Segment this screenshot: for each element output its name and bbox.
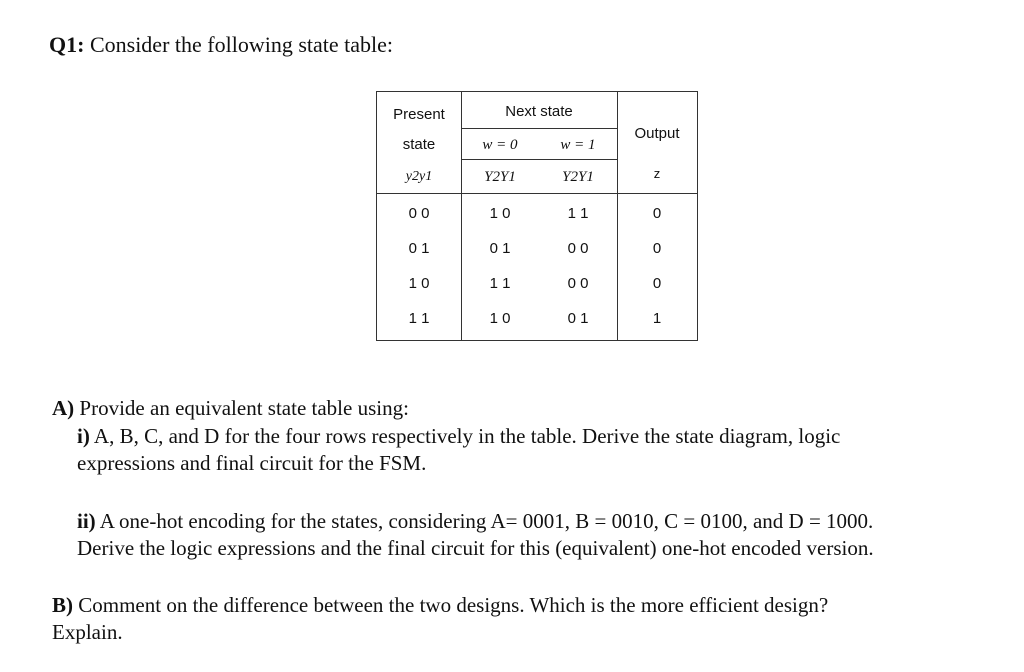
part-a-i-line1 (77, 423, 840, 450)
part-b-line1 (52, 592, 828, 619)
row-next-w0: 1 0 (489, 205, 511, 222)
table-divider-body (377, 193, 697, 194)
row-next-w1: 0 1 (567, 310, 589, 327)
part-a-i-line2: expressions and final circuit for the FSM. (77, 451, 427, 475)
part-a-ii-label: ii) (77, 509, 96, 533)
part-a-label: A) (52, 396, 75, 420)
row-output: 0 (652, 275, 662, 292)
question-title (49, 30, 393, 60)
part-b-line2: Explain. (52, 620, 123, 644)
header-output-var: z (653, 166, 661, 181)
row-present: 0 0 (408, 205, 430, 222)
row-next-w0: 1 0 (489, 310, 511, 327)
part-a-i-label: i) (77, 424, 90, 448)
part-a-ii-line1 (77, 508, 873, 535)
row-present: 0 1 (408, 240, 430, 257)
row-next-w1: 0 0 (567, 275, 589, 292)
part-a-i-text1: A, B, C, and D for the four rows respectively in the table. Derive the state diagram, logic (89, 424, 841, 448)
row-present: 1 1 (408, 310, 430, 327)
part-b-text1: Comment on the difference between the two designs. Which is the more efficient design? (73, 593, 829, 617)
table-divider-next-vars (461, 159, 617, 160)
row-output: 1 (652, 310, 662, 327)
header-present-vars: y2y1 (405, 169, 433, 184)
header-w0: w = 0 (482, 137, 518, 153)
part-b-label: B) (52, 593, 73, 617)
part-a-text: Provide an equivalent state table using: (74, 396, 409, 420)
header-present: Present (393, 106, 445, 123)
row-output: 0 (652, 240, 662, 257)
question-text: Consider the following state table: (84, 32, 394, 57)
row-present: 1 0 (408, 275, 430, 292)
part-a-heading (52, 395, 409, 422)
table-divider-next-state (461, 128, 617, 129)
row-next-w0: 1 1 (489, 275, 511, 292)
row-next-w1: 1 1 (567, 205, 589, 222)
header-w1: w = 1 (560, 137, 596, 153)
header-next-vars-w0: Y2Y1 (484, 169, 516, 185)
part-a-ii-text1: A one-hot encoding for the states, considering A= 0001, B = 0010, C = 0100, and D = 1000. (95, 509, 874, 533)
part-a-ii-line2: Derive the logic expressions and the final circuit for this (equivalent) one-hot encoded version. (77, 536, 874, 560)
row-next-w1: 0 0 (567, 240, 589, 257)
header-next-vars-w1: Y2Y1 (562, 169, 594, 185)
header-next-state: Next state (505, 103, 573, 120)
header-state: state (402, 136, 436, 153)
header-output: Output (634, 125, 680, 142)
question-label: Q1: (49, 32, 85, 57)
state-table (376, 91, 698, 341)
row-output: 0 (652, 205, 662, 222)
row-next-w0: 0 1 (489, 240, 511, 257)
